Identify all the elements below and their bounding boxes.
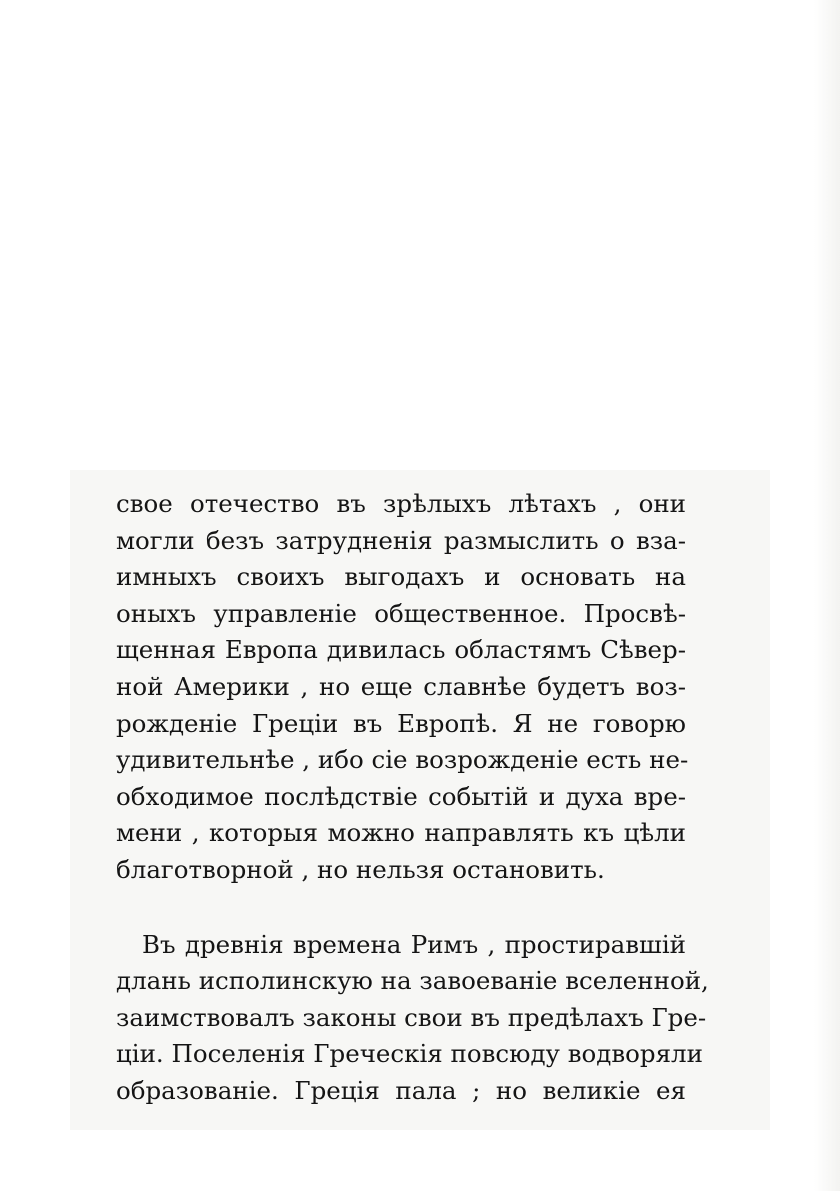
text-line: рожденіе Греціи въ Европѣ. Я не говорю bbox=[116, 708, 686, 738]
text-line: образованіе. Греція пала ; но великіе ея bbox=[116, 1075, 686, 1105]
text-line: обходимое послѣдствіе событій и духа вре- bbox=[116, 781, 686, 811]
text-line: оныхъ управленіе общественное. Просвѣ- bbox=[116, 598, 686, 628]
text-line: могли безъ затрудненія размыслить о вза- bbox=[116, 525, 686, 555]
text-line: Въ древнія времена Римъ , простиравшій bbox=[142, 929, 686, 959]
text-line: благотворной , но нельзя остановить. bbox=[116, 854, 605, 884]
text-line: ной Америки , но еще славнѣе будетъ воз- bbox=[116, 671, 686, 701]
paragraph-gap bbox=[116, 889, 686, 927]
text-line: заимствовалъ законы свои въ предѣлахъ Гре- bbox=[116, 1002, 707, 1032]
body-text bbox=[116, 486, 709, 1110]
paragraph-1 bbox=[116, 486, 689, 889]
text-line: имныхъ своихъ выгодахъ и основать на bbox=[116, 562, 686, 592]
text-line: длань исполинскую на завоеваніе вселенной, bbox=[116, 966, 709, 996]
page-edge-shadow bbox=[814, 0, 840, 1191]
text-line: мени , которыя можно направлять къ цѣли bbox=[116, 818, 686, 848]
paragraph-2 bbox=[116, 927, 709, 1110]
text-line: свое отечество въ зрѣлыхъ лѣтахъ , они bbox=[116, 489, 686, 518]
text-line: щенная Европа дивилась областямъ Сѣвер- bbox=[116, 635, 686, 665]
text-line: удивительнѣе , ибо сіе возрожденіе есть не- bbox=[116, 745, 689, 775]
text-line: ціи. Поселенія Греческія повсюду водворяли bbox=[116, 1039, 703, 1069]
